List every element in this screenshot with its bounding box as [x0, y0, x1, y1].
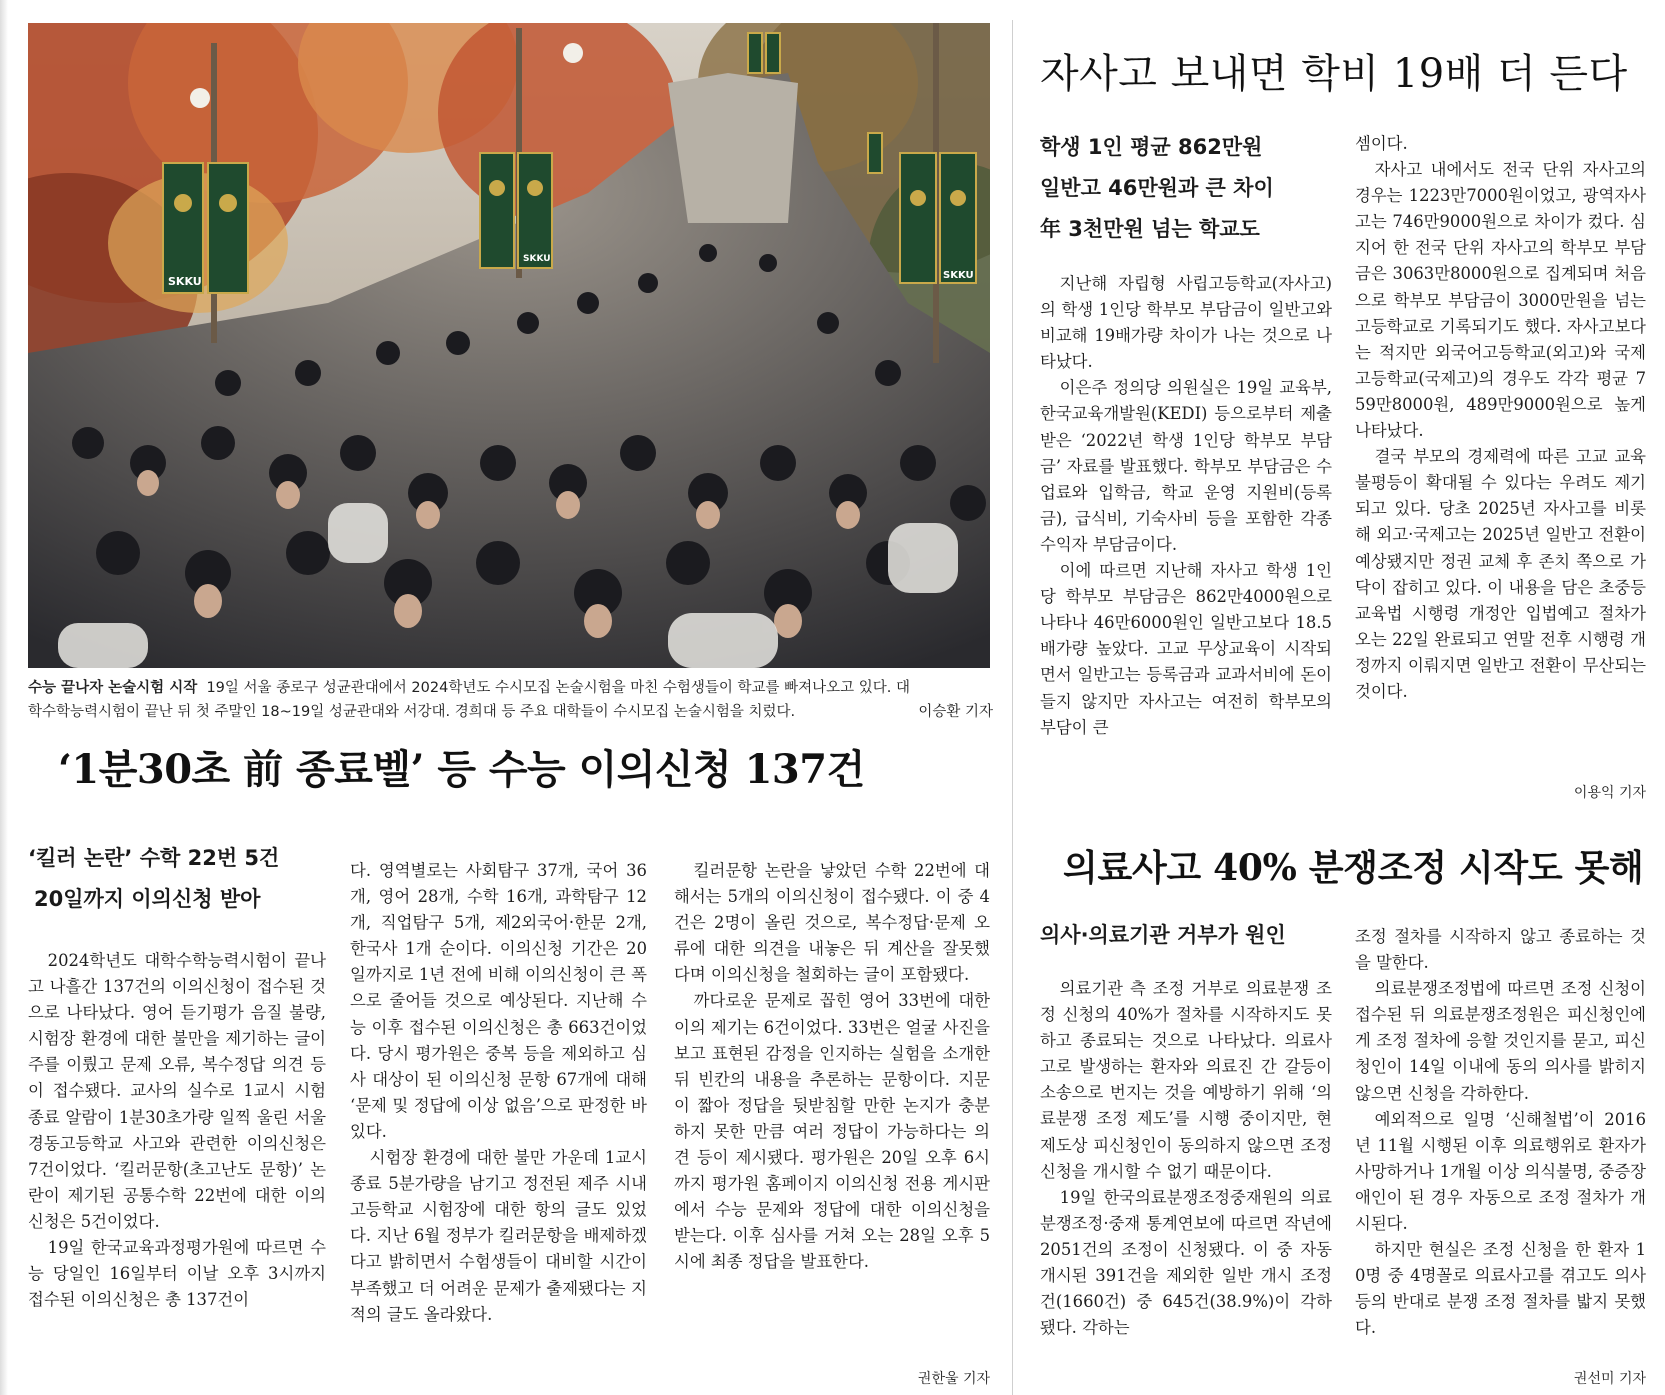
article3-col2-para-4: 하지만 현실은 조정 신청을 한 환자 10명 중 4명꼴로 의료사고를 겪고도 의사 등의 반대로 분쟁 조정 절차를 밟지 못했다.: [1355, 1240, 1646, 1338]
article2-subheadline-1: 학생 1인 평균 862만원: [1040, 135, 1263, 159]
article3-column-2: [1355, 924, 1646, 1342]
crowd-photo-illustration: [28, 23, 990, 668]
article3-col2-para-3: 예외적으로 일명 ‘신해철법’이 2016년 11월 시행된 이후 의료행위로 환자가 사망하거나 1개월 이상 의식불명, 중증장애인이 된 경우 자동으로 조정 절차가 개시된다.: [1355, 1109, 1646, 1234]
article3-col1-para-1: 의료기관 측 조정 거부로 의료분쟁 조정 신청의 40%가 절차를 시작하지도 못하고 종료되는 것으로 나타났다. 의료사고로 발생하는 환자와 의료진 간 갈등이 소송으로 번지는 것을 예방하기 위해 ‘의료분쟁 조정 제도’를 시행 중이지만, 현 제도상 피신청인이 동의하지 않으면 조정 신청을 개시할 수 없기 때문이다.: [1040, 979, 1332, 1181]
article2-col2-para-1: 셈이다.: [1355, 134, 1408, 153]
caption-text: 19일 서울 종로구 성균관대에서 2024학년도 수시모집 논술시험을 마친 수험생들이 학교를 빠져나오고 있다. 대학수학능력시험이 끝난 뒤 첫 주말인 18~19일 성균관대와 서강대. 경희대 등 주요 대학들이 수시모집 논술시험을 치렀다.: [28, 680, 911, 720]
article1-col3-para-2: 까다로운 문제로 꼽힌 영어 33번에 대한 이의 제기는 6건이었다. 33번은 얼굴 사진을 보고 표현된 감정을 인지하는 실험을 소개한 뒤 빈칸의 내용을 추론하는 문항이다. 지문이 짧아 정답을 뒷받침할 만한 논지가 충분하지 못한 만큼 여러 정답이 가능하다는 의견 등이 제시됐다. 평가원은 20일 오후 6시까지 평가원 홈페이지 이의신청 전용 게시판에서 수능 문제와 정답에 대한 이의신청을 받는다. 이후 심사를 거쳐 오는 28일 오후 5시에 최종 정답을 발표한다.: [674, 991, 990, 1272]
article1-col1-para-1: 2024학년도 대학수학능력시험이 끝나고 나흘간 137건의 이의신청이 접수된 것으로 나타났다. 영어 듣기평가 음질 불량, 시험장 환경에 대한 불만을 제기하는 글이 주를 이뤘고 문제 오류, 복수정답 의견 등이 접수됐다. 교사의 실수로 1교시 시험 종료 알람이 1분30초가량 일찍 울린 서울 경동고등학교 사고와 관련한 이의신청은 7건이었다. ‘킬러문항(초고난도 문항)’ 논란이 제기된 공통수학 22번에 대한 이의신청은 5건이었다.: [28, 951, 326, 1231]
article1-column-3: [674, 858, 990, 1276]
article3-headline: 의료사고 40% 분쟁조정 시작도 못해: [1063, 847, 1644, 889]
article1-col2-para-1: 다. 영역별로는 사회탐구 37개, 국어 36개, 영어 28개, 수학 16개, 과학탐구 12개, 직업탐구 5개, 제2외국어·한문 2개, 한국사 1개 순이다. 이의신청 기간은 20일까지로 1년 전에 비해 이의신청이 큰 폭으로 줄어들 것으로 예상된다. 지난해 수능 이후 접수된 이의신청은 총 663건이었다. 당시 평가원은 중복 등을 제외하고 심사 대상이 된 이의신청 문항 67개에 대해 ‘문제 및 정답에 이상 없음’으로 판정한 바 있다.: [350, 861, 647, 1141]
article2-column-2: [1355, 131, 1646, 705]
news-photo: [28, 23, 990, 668]
article2-byline: 이용익 기자: [1573, 785, 1646, 801]
article1-byline: 권한울 기자: [917, 1371, 990, 1387]
column-divider: [1012, 20, 1013, 1395]
article1-col3-para-1: 킬러문항 논란을 낳았던 수학 22번에 대해서는 5개의 이의신청이 접수됐다. 이 중 4건은 2명이 올린 것으로, 복수정답·문제 오류에 대한 의견을 내놓은 뒤 계산을 잘못했다며 이의신청을 철회하는 글이 포함됐다.: [674, 861, 990, 985]
banner-label-2: SKKU: [523, 254, 551, 264]
article2-col1-para-3: 이에 따르면 지난해 자사고 학생 1인당 학부모 부담금은 862만4000원으로 나타나 46만6000원인 일반고보다 18.5배가량 높았다. 고교 무상교육이 시작되면서 일반고는 등록금과 교과서비에 돈이 들지 않지만 자사고는 여전히 학부모의 부담이 큰: [1040, 561, 1332, 737]
page-edge-shadow: [0, 0, 8, 1395]
article2-headline: 자사고 보내면 학비 19배 더 든다: [1040, 51, 1628, 97]
photo-caption: [28, 676, 993, 724]
banner-label-1: SKKU: [168, 275, 202, 288]
article1-col2-para-2: 시험장 환경에 대한 불만 가운데 1교시 종료 5분가량을 남기고 정전된 제주 시내 고등학교 시험장에 대한 항의 글도 있었다. 지난 6월 정부가 킬러문항을 배제하겠다고 밝히면서 수험생들이 대비할 시간이 부족했고 더 어려운 문제가 출제됐다는 지적의 글도 올라왔다.: [350, 1148, 647, 1324]
article2-col1-para-2: 이은주 정의당 의원실은 19일 교육부, 한국교육개발원(KEDI) 등으로부터 제출받은 ‘2022년 학생 1인당 학부모 부담금’ 자료를 발표했다. 학부모 부담금은 수업료와 입학금, 학교 운영 지원비(등록금), 급식비, 기숙사비 등을 포함한 각종 수익자 부담금이다.: [1040, 378, 1332, 554]
article1-column-1: [28, 948, 326, 1313]
article1-subheadline-2: 20일까지 이의신청 받아: [34, 887, 261, 911]
article2-col1-para-1: 지난해 자립형 사립고등학교(자사고)의 학생 1인당 학부모 부담금이 일반고와 비교해 19배가량 차이가 나는 것으로 나타났다.: [1040, 274, 1332, 372]
banner-label-3: SKKU: [943, 270, 974, 281]
article3-byline: 권선미 기자: [1573, 1371, 1646, 1387]
article2-column-1: [1040, 271, 1332, 741]
article2-col2-para-2: 자사고 내에서도 전국 단위 자사고의 경우는 1223만7000원이었고, 광역자사고는 746만9000원으로 차이가 컸다. 심지어 한 전국 단위 자사고의 학부모 부담금은 3063만8000원으로 집계되며 처음으로 학부모 부담금이 3000만원을 넘는 고등학교로 기록되기도 했다. 자사고보다는 적지만 외국어고등학교(외고)와 국제고등학교(국제고)의 경우도 각각 평균 759만8000원, 489만9000원으로 높게 나타났다.: [1355, 160, 1646, 441]
article1-column-2: [350, 858, 647, 1328]
photo-credit: 이승환 기자: [918, 704, 993, 720]
article1-headline: ‘1분30초 前 종료벨’ 등 수능 이의신청 137건: [58, 746, 865, 793]
article1-col1-para-2: 19일 한국교육과정평가원에 따르면 수능 당일인 16일부터 이날 오후 3시까지 접수된 이의신청은 총 137건이: [28, 1238, 326, 1310]
article2-subheadline-2: 일반고 46만원과 큰 차이: [1040, 176, 1274, 200]
caption-title: 수능 끝나자 논술시험 시작: [28, 680, 198, 696]
article1-subheadline-1: ‘킬러 논란’ 수학 22번 5건: [28, 846, 280, 870]
article3-col1-para-2: 19일 한국의료분쟁조정중재원의 의료분쟁조정·중재 통계연보에 따르면 작년에 2051건의 조정이 신청됐다. 이 중 자동 개시된 391건을 제외한 일반 개시 조정 건(1660건) 중 645건(38.9%)이 각하됐다. 각하는: [1040, 1187, 1332, 1338]
article2-subheadline-3: 年 3천만원 넘는 학교도: [1040, 217, 1260, 241]
article2-col2-para-3: 결국 부모의 경제력에 따른 고교 교육 불평등이 확대될 수 있다는 우려도 제기되고 있다. 당초 2025년 자사고를 비롯해 외고·국제고는 2025년 일반고 전환이 예상됐지만 정권 교체 후 존치 쪽으로 가닥이 잡히고 있다. 이 내용을 담은 초중등교육법 시행령 개정안 입법예고 절차가 오는 22일 완료되고 연말 전후 시행령 개정까지 이뤄지면 일반고 전환이 무산되는 것이다.: [1355, 447, 1646, 701]
article3-subheadline: 의사·의료기관 거부가 원인: [1040, 923, 1286, 947]
article3-col2-para-1: 조정 절차를 시작하지 않고 종료하는 것을 말한다.: [1355, 927, 1646, 973]
article3-col2-para-2: 의료분쟁조정법에 따르면 조정 신청이 접수된 뒤 의료분쟁조정원은 피신청인에게 조정 절차에 응할 것인지를 묻고, 피신청인이 14일 이내에 동의 의사를 밝히지 않으면 신청을 각하한다.: [1355, 979, 1646, 1103]
article3-column-1: [1040, 976, 1332, 1341]
